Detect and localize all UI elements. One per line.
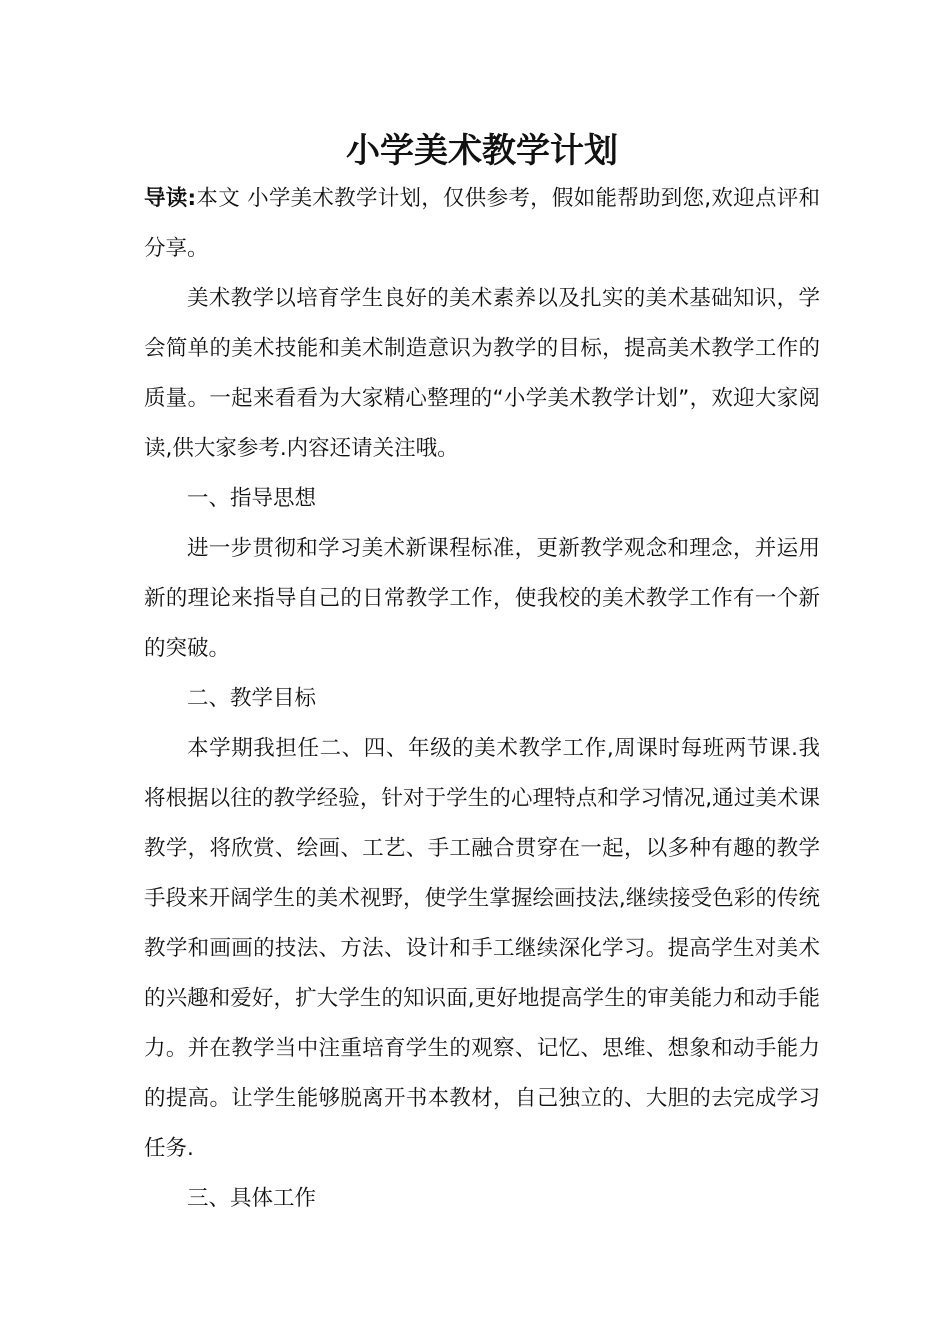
intro-text: 本文 小学美术教学计划，仅供参考，假如能帮助到您,欢迎点评和分享。 [144, 186, 821, 261]
paragraph-guiding-thought: 进一步贯彻和学习美术新课程标准，更新教学观念和理念，并运用新的理论来指导自己的日常教学工作，使我校的美术教学工作有一个新的突破。 [144, 536, 820, 661]
intro-paragraph [144, 174, 820, 274]
document-content [144, 124, 820, 1224]
section-heading-teaching-goals: 二、教学目标 [187, 686, 317, 711]
section-heading-guiding-thought: 一、指导思想 [187, 486, 317, 511]
paragraph-teaching-goals: 本学期我担任二、四、年级的美术教学工作,周课时每班两节课.我将根据以往的教学经验，针对于学生的心理特点和学习情况,通过美术课教学，将欣赏、绘画、工艺、手工融合贯穿在一起，以多种有趣的教学手段来开阔学生的美术视野，使学生掌握绘画技法,继续接受色彩的传统教学和画画的技法、方法、设计和手工继续深化学习。提高学生对美术的兴趣和爱好，扩大学生的知识面,更好地提高学生的审美能力和动手能力。并在教学当中注重培育学生的观察、记忆、思维、想象和动手能力的提高。让学生能够脱离开书本教材，自己独立的、大胆的去完成学习任务. [144, 736, 820, 1161]
document-title: 小学美术教学计划 [346, 131, 618, 171]
paragraph-overview: 美术教学以培育学生良好的美术素养以及扎实的美术基础知识，学会简单的美术技能和美术制造意识为教学的目标，提高美术教学工作的质量。一起来看看为大家精心整理的“小学美术教学计划”，欢迎大家阅读,供大家参考.内容还请关注哦。 [144, 286, 820, 461]
section-heading-specific-work: 三、具体工作 [187, 1186, 317, 1211]
intro-label: 导读: [144, 186, 197, 211]
